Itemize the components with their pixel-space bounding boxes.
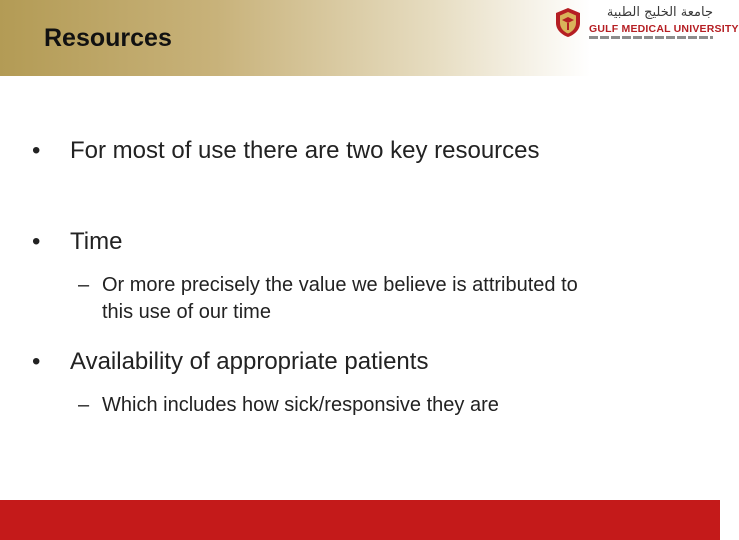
sub-bullet-text: Or more precisely the value we believe is attributed to this use of our time xyxy=(102,274,578,323)
bullet-marker: • xyxy=(32,228,41,255)
sub-bullet-marker: – xyxy=(78,394,90,416)
bullet-text: For most of use there are two key resources xyxy=(70,137,540,164)
bullet-marker: • xyxy=(32,137,41,164)
slide-title: Resources xyxy=(44,24,172,52)
sub-bullet-marker: – xyxy=(78,274,90,296)
bullet-marker: • xyxy=(32,348,41,375)
bullet-text: Time xyxy=(70,228,123,255)
logo-university-name: GULF MEDICAL UNIVERSITY xyxy=(589,23,739,35)
logo-arabic-text: جامعة الخليج الطبية xyxy=(606,5,713,20)
sub-bullet-text: Which includes how sick/responsive they are xyxy=(102,394,499,416)
footer-bar xyxy=(0,500,720,540)
bullet-text: Availability of appropriate patients xyxy=(70,348,429,375)
